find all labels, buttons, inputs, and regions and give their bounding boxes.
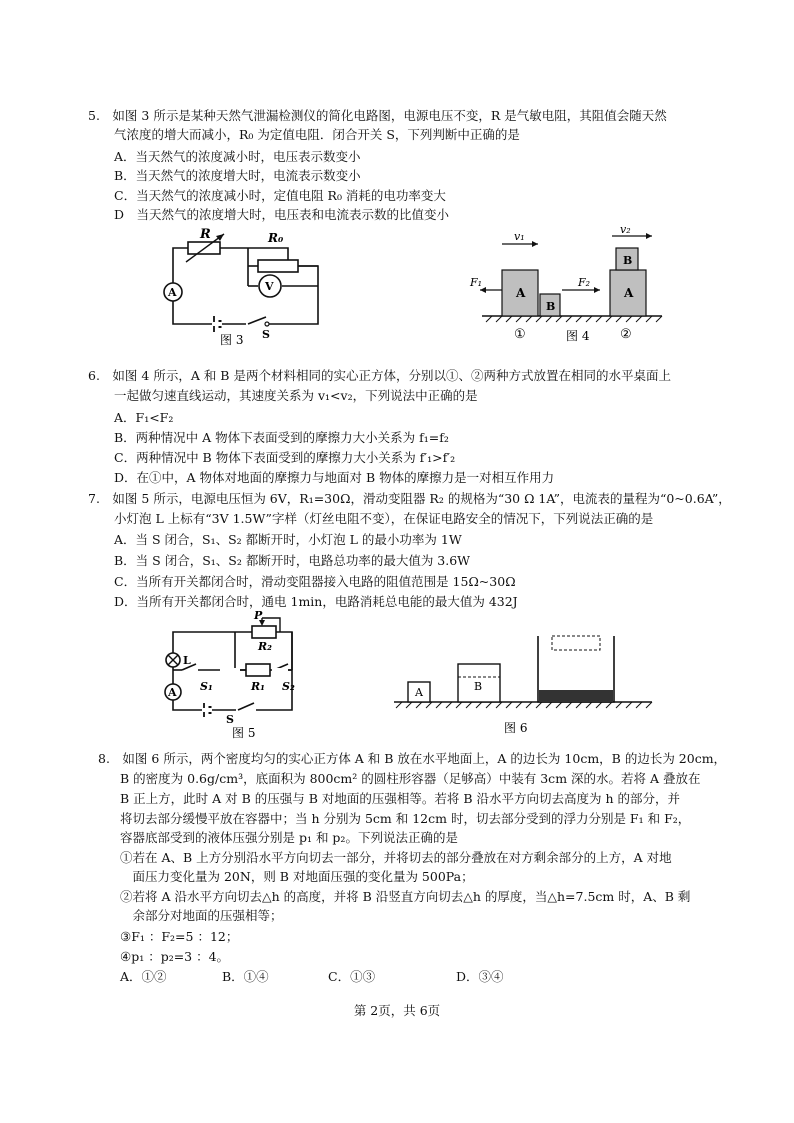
q8-option-c: C．①③ [328, 969, 376, 984]
q8-option-d: D．③④ [456, 969, 504, 984]
label-switch: S [262, 328, 270, 341]
label-a-case-2: A [624, 286, 634, 300]
q8-option-a: A．①② [120, 969, 167, 984]
q6-option-b: B．两种情况中 A 物体下表面受到的摩擦力大小关系为 f₁=f₂ [114, 430, 449, 445]
q6-option-c: C．两种情况中 B 物体下表面受到的摩擦力大小关系为 f′₁>f′₂ [114, 450, 456, 465]
figure-4-blocks [462, 224, 672, 346]
q8-stem-line-2: B 的密度为 0.6g/cm³，底面积为 800cm² 的圆柱形容器（足够高）中装有 3cm 深的水。若将 A 叠放在 [120, 771, 701, 786]
label-ammeter: A [168, 286, 177, 299]
q8-option-b: B．①④ [222, 969, 269, 984]
label-case-1: ① [514, 327, 526, 342]
q8-statement-1a: ①若在 A、B 上方分别沿水平方向切去一部分，并将切去的部分叠放在对方剩余部分的上方，A 对地 [120, 850, 672, 865]
q7-stem-line-2: 小灯泡 L 上标有“3V 1.5W”字样（灯丝电阻不变），在保证电路安全的情况下，下列说法正确的是 [114, 511, 654, 526]
rheostat-r2 [252, 626, 276, 638]
label-b: B [474, 680, 483, 693]
figure-3-circuit [158, 226, 338, 348]
water-layer [539, 690, 613, 702]
figure-5-caption: 图 5 [232, 726, 256, 740]
q6-stem-line-1: 6. 如图 4 所示，A 和 B 是两个材料相同的实心正方体，分别以①、②两种方式放置在相同的水平桌面上 [88, 368, 671, 383]
q7-option-b: B．当 S 闭合，S₁、S₂ 都断开时，电路总功率的最大值为 3.6W [114, 553, 471, 568]
q8-statement-3: ③F₁ ：F₂=5 ：12； [120, 929, 239, 944]
label-a: A [415, 686, 423, 699]
label-f1: F₁ [470, 276, 483, 289]
figure-4-caption: 图 4 [566, 329, 590, 343]
label-voltmeter: V [265, 280, 274, 293]
q8-stem-line-4: 将切去部分缓慢平放在容器中；当 h 分别为 5cm 和 12cm 时，切去部分受到的浮力分别是 F₁ 和 F₂， [120, 811, 691, 826]
q5-option-b: B．当天然气的浓度增大时，电流表示数变小 [114, 168, 361, 183]
label-s2: S₂ [282, 680, 295, 693]
label-l: L [183, 654, 191, 667]
figure-6-caption: 图 6 [504, 721, 528, 735]
q5-option-a: A．当天然气的浓度减小时，电压表示数变小 [114, 149, 361, 164]
resistor-r0 [258, 260, 298, 272]
label-r1: R₁ [251, 680, 265, 693]
q7-option-a: A．当 S 闭合，S₁、S₂ 都断开时，小灯泡 L 的最小功率为 1W [114, 532, 462, 547]
figure-3-caption: 图 3 [220, 333, 244, 347]
figure-6-containers [392, 632, 654, 740]
figure-5-circuit [160, 610, 326, 742]
label-b-case-2: B [623, 254, 633, 267]
label-r2: R₂ [258, 640, 272, 653]
label-r0: R₀ [268, 231, 284, 245]
label-ammeter: A [168, 686, 177, 699]
q5-option-c: C．当天然气的浓度减小时，定值电阻 R₀ 消耗的电功率变大 [114, 188, 446, 203]
q8-statement-2b: 余部分对地面的压强相等； [120, 908, 283, 923]
label-a-case-1: A [516, 286, 526, 300]
label-s1: S₁ [200, 680, 213, 693]
q8-stem-line-1: 8. 如图 6 所示，两个密度均匀的实心正方体 A 和 B 放在水平地面上，A 的边长为 10cm，B 的边长为 20cm， [98, 751, 727, 766]
q5-stem-line-2: 气浓度的增大而减小，R₀ 为定值电阻．闭合开关 S，下列判断中正确的是 [114, 127, 520, 142]
q8-statement-2a: ②若将 A 沿水平方向切去△h 的高度，并将 B 沿竖直方向切去△h 的厚度，当△h=7.5cm 时，A、B 剩 [120, 889, 691, 904]
q8-stem-line-5: 容器底部受到的液体压强分别是 p₁ 和 p₂。下列说法正确的是 [120, 830, 458, 845]
label-v2: v₂ [620, 224, 631, 236]
label-s: S [226, 713, 234, 726]
q5-option-d: D 当天然气的浓度增大时，电压表和电流表示数的比值变小 [114, 207, 450, 222]
q5-stem-line-1: 5. 如图 3 所示是某种天然气泄漏检测仪的简化电路图，电源电压不变，R 是气敏电阻，其阻值会随天然 [88, 108, 667, 123]
q6-stem-line-2: 一起做匀速直线运动，其速度关系为 v₁<v₂，下列说法中正确的是 [114, 388, 478, 403]
q6-option-a: A．F₁<F₂ [114, 410, 174, 425]
q7-option-c: C．当所有开关都闭合时，滑动变阻器接入电路的阻值范围是 15Ω~30Ω [114, 574, 516, 589]
label-b-case-1: B [546, 300, 556, 313]
resistor-r1 [246, 664, 270, 676]
label-v1: v₁ [514, 230, 525, 243]
label-case-2: ② [620, 327, 632, 342]
q8-statement-4: ④p₁ ：p₂=3 ：4。 [120, 949, 230, 964]
q7-stem-line-1: 7. 如图 5 所示，电源电压恒为 6V，R₁=30Ω，滑动变阻器 R₂ 的规格为“30 Ω 1A”，电流表的量程为“0~0.6A”， [88, 491, 731, 506]
label-p: P [254, 610, 263, 622]
q7-option-d: D．当所有开关都闭合时，通电 1min，电路消耗总电能的最大值为 432J [114, 594, 518, 609]
q8-stem-line-3: B 正上方，此时 A 对 B 的压强与 B 对地面的压强相等。若将 B 沿水平方向切去高度为 h 的部分，并 [120, 791, 681, 806]
q6-option-d: D．在①中，A 物体对地面的摩擦力与地面对 B 物体的摩擦力是一对相互作用力 [114, 470, 555, 485]
label-r: R [200, 227, 211, 242]
label-f2: F₂ [578, 276, 591, 289]
q8-statement-1b: 面压力变化量为 20N，则 B 对地面压强的变化量为 500Pa； [120, 869, 474, 884]
page-footer: 第 2页，共 6页 [353, 1003, 441, 1018]
